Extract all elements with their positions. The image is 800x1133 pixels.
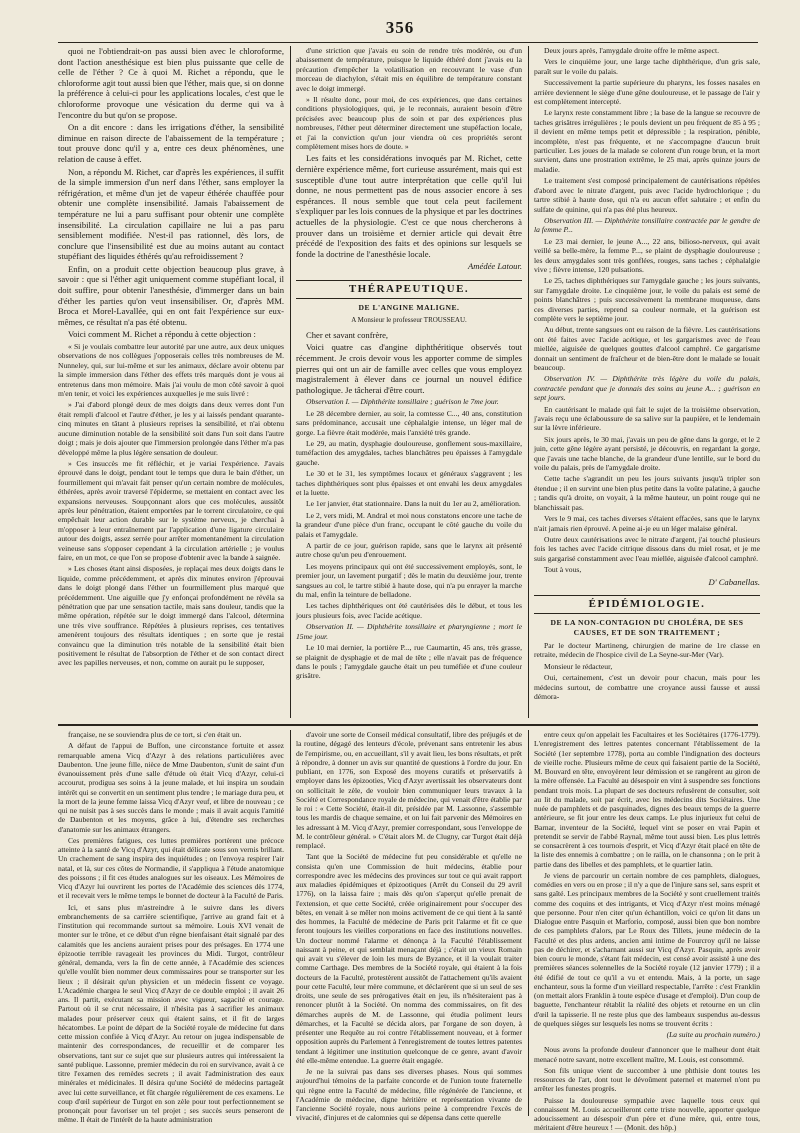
observation-heading: Observation III. — Diphthérite tonsillaire contractée par le gendre de la femme P... bbox=[534, 215, 760, 235]
article-paragraph: Non, a répondu M. Richet, car d'après les expériences, il suffit de la simple immersion d'un nerf dans l'éther, sans employer la réfrigération, et même d'un jet de vapeur éthérée chauffée pour obtenir une complète insensibilité. Jamais l'abaissement de température ne lui a paru suffisant pour obtenir une complète insensibilité. La circulation capillaire ne lui a pas paru sensiblement modifiée. N'est-il pas rationnel, dès lors, de conclure que l'insensibilité est due au moins autant au contact stupéfiant des liquides éthérés qu'au refroidissement ? bbox=[58, 166, 284, 262]
article-subhead: DE L'ANGINE MALIGNE. bbox=[358, 302, 460, 312]
article-paragraph: On a dit encore : dans les irrigations d'éther, la sensibilité diminue en raison directe de l'abaissement de la température ; tout prouve donc qu'il y a, entre ces deux phénomènes, une relation de cause à effet. bbox=[58, 122, 284, 164]
feuilleton-paragraph: Ces premières fatigues, ces luttes premières portèrent une précoce atteinte à la santé de Vicq d'Azyr, qui était délicate sous son vernis brillant. Un crachement de sang inspira des inquiétudes ; on l'envoya respirer l'air natal, et là, sur ces côtes de Normandie, il s'appliqua à l'étude anatomique des poissons ; il fit ces études analogues sur les oiseaux. Les Mémoires de Vicq d'Azyr lui ouvrirent les portes de l'Académie des sciences dès 1774, et il recevait vers le même temps le bonnet de docteur à la Faculté de Paris. bbox=[58, 835, 284, 901]
article-paragraph: Le 10 mai dernier, la portière P..., rue Caumartin, 45 ans, très grasse, se plaignit de dysphagie et de mal de tête ; elle n'avait pas de fréquence dans le pouls ; l'amygdale gauche était un peu tuméfiée et d'une couleur grisâtre. bbox=[296, 643, 522, 681]
feuilleton-paragraph: A défaut de l'appui de Buffon, une circonstance fortuite et assez remarquable amena Vicq d'Azyr à des relations particulières avec Daubenton. Une jeune fille, nièce de Mme Daubenton, s'unit de saint d'un évanouissement près d'une salle d'étude où était Vicq d'Azyr, celui-ci accourut, prodigua ses soins à la jeune malade, et lui inspira un soudain intérêt qui se convertit en un sentiment plus tendre ; le mariage dura peu, et la mort de la jeune femme laissa Vicq d'Azyr veuf, et libre de nouveau ; ce qui ne nuisit pas à ses succès dans le monde ; mais il avait acquis l'amitié de Daubenton et les moyens, grâce à lui, d'étendre ses recherches d'anatomie sur les animaux étrangers. bbox=[58, 741, 284, 834]
article-paragraph: Deux jours après, l'amygdale droite offre le même aspect. bbox=[544, 46, 719, 55]
article-subhead: DE LA NON-CONTAGION DU CHOLÉRA, DE SES CAUSES, ET DE SON TRAITEMENT ; bbox=[550, 617, 744, 638]
page-number: 356 bbox=[385, 18, 415, 37]
observation-heading: Observation IV. — Diphthérite très légère du voile du palais, contractée pendant que je donnais des soins au jeune A... ; guérison en sept jours. bbox=[534, 374, 760, 403]
article-paragraph: Six jours après, le 30 mai, j'avais un peu de gêne dans la gorge, et le 2 juin, cette gêne légère ayant persisté, je découvris, en regardant la gorge, que j'avais une tache blanche, de la grandeur d'une lentille, sur le bord du voile du palais, près de l'amygdale droite. bbox=[534, 434, 760, 473]
observation-heading: Observation I. — Diphthérite tonsillaire ; guérison le 7me jour. bbox=[306, 397, 499, 407]
author-signature: D' Cabanellas. bbox=[708, 576, 760, 587]
quoted-paragraph: » J'ai d'abord plongé deux de mes doigts dans deux verres dont l'un était rempli d'alcool et l'autre d'éther, je les y ai laissés pendant quarante-cinq minutes en tâtant à plusieurs reprises la sensibilité, et n'ai obtenu aucune diminution notable de la sensibilité soit dans l'un soit dans l'autre doigt ; mais je dois ajouter que l'immersion prolongée dans l'éther m'a pas développé même la plus légère sensation de douleur. bbox=[58, 400, 284, 457]
article-paragraph: Le 1er janvier, état stationnaire. Dans la nuit du 1er au 2, amélioration. bbox=[306, 499, 521, 509]
observation-heading: Observation II. — Diphthérite tonsillaire et pharyngienne ; mort le 15me jour. bbox=[296, 622, 522, 641]
article-paragraph: Le 28 décembre dernier, au soir, la comtesse C..., 40 ans, constitution sans prédominance, accusait une céphalalgie intense, un léger mal de gorge. La fièvre était modérée, mais l'anxiété très grande. bbox=[296, 408, 522, 437]
bottom-column-3 bbox=[534, 730, 760, 1133]
article-paragraph: En cautérisant le malade qui fait le sujet de la troisième observation, j'avais reçu une éclaboussure de sa salive sur la paupière, et le lendemain sur la lèvre inférieure. bbox=[534, 404, 760, 433]
article-paragraph: Enfin, on a produit cette objection beaucoup plus grave, à savoir : que si l'éther agit uniquement comme stupéfiant local, il doit suffire, pour obtenir l'anesthésie, d'immerger dans un bain d'éther les parties qu'on veut insensibiliser. Or, d'après MM. Broca et Morel-Lavallée, qui en ont fait l'expérience sur eux-mêmes, ce résultat n'a pas été obtenu. bbox=[58, 263, 284, 327]
feuilleton-paragraph: Je viens de parcourir un certain nombre de ces pamphlets, dialogues, comédies en vers ou en prose ; il n'y a que de l'injure sans sel, sans esprit et sans gaîté. Les principaux membres de la Société y sont cruellement traités comme des coquins et des intrigants, et Vicq d'Azyr n'est moins ménagé que personne. Pour n'en citer qu'un échantillon, voici ce qu'on lit dans un Dialogue entre Pasquin et Marforio, composé, aussi bien que bon nombre de ces pamphlets d'alors, par Le Roux des Tillets, jeune médecin de la Faculté et des plus ardens, ancien ami intime de Fourcroy qu'il ne laisse pas de déchirer, et s'acharnant aussi sur Vicq d'Azyr. Pasquin, après avoir bien couru le monde, s'étant fait médecin, est censé avoir assisté à une des premières séances solennelles de la Société royale (12 janvier 1779) ; il a été édifié de tout ce qu'il a vu et entendu. Mais, à la porte, un sage enchanteur, sous la forme d'un vieillard respectable, l'arrête : c'est Franklin (on mettait alors Franklin à toute espèce d'usage et d'emploi). D'un coup de baguette, l'enchanteur rétablit la réalité des objets et retourne en un clin d'œil la tapisserie. Il ne reste plus que des lambeaux suspendus au-dessus de quelques sièges sur lesquels les noms se trouvent écrits : bbox=[534, 870, 760, 1028]
article-paragraph: Le larynx reste constamment libre ; la base de la langue se recouvre de taches grisâtres irrégulières ; le pouls devient un peu fréquent de 85 à 95 ; il devient en même temps petit et dépressible ; la respiration, pénible, incomplète, n'est pas fréquente, et ne s'accompagne d'aucun bruit particulier. Les joues de la malade se colorent d'un rouge brun, et la mort survient, dans une prostration extrême, le 25 mai, après quinze jours de maladie. bbox=[534, 108, 760, 174]
bottom-column-2 bbox=[296, 730, 522, 1123]
article-paragraph: Vers le 9 mai, ces taches diverses s'étaient effacées, sans que le larynx n'ait jamais rien éprouvé. A peine ai-je eu un léger malaise général. bbox=[534, 514, 760, 533]
feuilleton-paragraph: d'avoir une sorte de Conseil médical consultatif, libre des préjugés et de la routine, dégagé des lenteurs d'école, prévenant sans entretenir les abus de l'empirisme, ou, en accueillant, s'il y avait lieu, les bons résultats, et prêt à répondre, à donner un avis sur quantité de questions à l'ordre du jour. En publiant, en 1776, son Exposé des moyens curatifs et préservatifs à employer dans les épizooties, Vicq d'Azyr avertissait les observateurs dont on sollicitait le zèle, de vouloir bien communiquer leurs travaux à la Société et Correspondance royale de médecine, qui venait d'être établie par le roi : « Cette Société, était-il dit, présidée par M. Lassonne, s'assemble tous les mardis de chaque semaine, et on lui fait parvenir des Mémoires en les adressant à M. Vicq d'Azyr, premier correspondant, sous l'enveloppe de M. le contrôleur général. » C'était alors M. de Clugny, car Turgot était déjà remplacé. bbox=[296, 730, 522, 850]
quoted-paragraph: » Il résulte donc, pour moi, de ces expériences, que dans certaines conditions physiologiques, qui, je le reconnais, auraient besoin d'être précisées avec beaucoup plus de soin et par des expériences plus nombreuses, l'éther peut déterminer directement une stupéfaction locale, et j'ai la conviction qu'un jour viendra où ces propriétés seront complètement mises hors de doute. » bbox=[296, 95, 522, 152]
quoted-paragraph: » Ces insuccès me fit réfléchir, et je variai l'expérience. J'avais éprouvé dans le doigt, pendant tout le temps que dura le bain d'éther, un fourmillement qui m'avait fait penser qu'un certain nombre de molécules, éthérées, après avoir traversé l'épiderme, se mettaient en contact avec les expansions nerveuses. Soupçonnant alors que ces molécules, aussitôt après leur pénétration, étaient emportées par le torrent circulatoire, ce qui empêchait leur action durable sur le système nerveux, je cherchai à m'opposer à leur entraînement par l'application d'une ligature circulaire autour des doigts, assez serrée pour arrêter momentanément la circulation veineuse sans s'opposer cependant à la circulation artérielle ; je voulus faire, en un mot, ce que l'on se propose d'obtenir avec la bande à saignée. bbox=[58, 458, 284, 562]
quoted-paragraph: d'une striction que j'avais eu soin de rendre très modérée, ou d'un abaissement de température, puisque le liquide éthéré dont j'avais eu la précaution d'empêcher la volatilisation en recouvrant le vase d'un morceau de diachylon, s'était mis en équilibre de température constant avec le doigt immergé. bbox=[296, 46, 522, 93]
feuilleton-paragraph: française, ne se souviendra plus de ce tort, si c'en était un. bbox=[68, 730, 242, 739]
top-column-3 bbox=[534, 46, 760, 716]
feuilleton-paragraph: Tant que la Société de médecine fut peu considérable et qu'elle ne consista qu'en une Commission de huit médecins, établie pour correspondre avec les médecins des provinces sur tout ce qui avait rapport aux maladies épidémiques et épizootiques (Arrêt du Conseil du 29 avril 1776), on la laissa faire ; mais dès qu'on s'aperçut qu'elle prenait de l'extension, et que cette Société, créée originairement pour s'occuper des bêtes, en venait à se mêler non moins activement de ce qui tient à la santé des hommes, la Faculté de médecine de Paris prit l'alarme et fit ce que feront toujours les vieilles corporations en face des institutions nouvelles. Un docteur nommé l'alarme et dénonça à la Faculté l'établissement naissant à peine, et qui semblait menaçant déjà ; c'était un vieux Romain qui avait vu s'élever de loin les murs de Byzance, et il la voulait traiter comme Carthage. Des membres de la Société royale, qui étaient à la fois docteurs de la Faculté, protestèrent aussitôt de l'attachement qu'ils avaient pour cette Faculté, leur mère commune, et déclarèrent que si un seul de ses droits, une seule de ses prérogatives était en jeu, ils n'hésiteraient pas à renoncer plutôt à la Société. On nomma des commissaires, on fit des démarches auprès de M. de Lassonne, qui étudia poliment leurs démarches, et la Faculté se décida alors, par l'organe de son doyen, à présenter une Requête au roi contre l'établissement nouveau, et à former opposition auprès du Parlement à l'enregistrement de toutes lettres patentes tendant à légitimer une institution quelconque de ce genre, avant d'avoir été elle-même entendue. La guerre était engagée. bbox=[296, 852, 522, 1065]
section-title-therapeutique: THÉRAPEUTIQUE. bbox=[296, 280, 522, 299]
article-paragraph: Le 29, au matin, dysphagie douloureuse, gonflement sous-maxillaire, tuméfaction des amygdales, taches blanchâtres peu épaisses à l'amygdale gauche. bbox=[296, 438, 522, 467]
header-rule bbox=[58, 42, 758, 43]
article-dedication: A Monsieur le professeur TROUSSEAU. bbox=[351, 316, 467, 325]
top-column-1 bbox=[58, 46, 284, 716]
article-paragraph: Successivement la partie supérieure du pharynx, les fosses nasales en arrière deviennent le siège d'une gêne douloureuse, et le passage de l'air y est complètement intercepté. bbox=[534, 78, 760, 107]
article-paragraph: Voici comment M. Richet a répondu à cette objection : bbox=[68, 329, 256, 340]
article-paragraph: Le 23 mai dernier, le jeune A..., 22 ans, bilioso-nerveux, qui avait veillé sa belle-mère, la femme P..., se plaint de dysphagie douloureuse ; les deux amygdales sont très gonflées, rouges, sans taches ; céphalalgie vive ; fièvre intense, 120 pulsations. bbox=[534, 236, 760, 274]
article-paragraph: Les taches diphthériques ont été cautérisées dès le début, et tous les jours plusieurs fois, avec l'acide acétique. bbox=[296, 601, 522, 620]
column-divider bbox=[528, 46, 529, 718]
article-paragraph: Cette tache s'agrandit un peu les jours suivants jusqu'à tripler son étendue ; il en survint une bien plus petite dans la voûte palatine, à gauche ; tandis qu'à droite, on voyait, à la même hauteur, un point rouge qui ne blanchissait pas. bbox=[534, 474, 760, 512]
article-paragraph: A partir de ce jour, guérison rapide, sans que le larynx ait présenté autre chose qu'un peu d'enrouement. bbox=[296, 541, 522, 560]
article-paragraph: Oui, certainement, c'est un devoir pour chacun, mais pour les médecins surtout, de combattre une croyance aussi fausse et aussi démora- bbox=[534, 673, 760, 701]
article-paragraph: Au début, trente sangsues ont eu raison de la fièvre. Les cautérisations ont été faites avec l'acide acétique, et les gargarismes avec de l'eau miellée, aiguisée de quelques gouttes d'alcool camphré. Ce gargarisme donnait un sentiment de fraîcheur et de bien-être dont le malade se louait beaucoup. bbox=[534, 325, 760, 372]
news-paragraph: Puisse la douloureuse sympathie avec laquelle tous ceux qui connaissent M. Louis accueilleront cette triste nouvelle, apporter quelque adoucissement au désespoir d'un père et d'une mère, qui, entre tous, méritaient d'être heureux ! — (Monit. des hôp.) bbox=[534, 1095, 760, 1133]
bottom-column-1 bbox=[58, 730, 284, 1125]
article-paragraph: Le traitement s'est composé principalement de cautérisations répétées d'abord avec le nitrate d'argent, puis avec l'acide hydrochlorique ; du tartre stibié à haute dose, qui n'a eu aucun effet salutaire ; et enfin du sulfate de quinine, qui n'a pas été plus heureux. bbox=[534, 176, 760, 214]
feuilleton-paragraph: Ici, et sans plus m'astreindre à le suivre dans les divers embranchements de sa carrière scientifique, j'arrive au grand fait et à l'institution qui recommande surtout sa mémoire. Louis XVI venait de monter sur le trône, et ce début d'un règne bienfaisant était signalé par des calamités que les anciens auraient prises pour des présages. En 1774 une épizootie terrible ravageait les provinces du Midi. Turgot, contrôleur général, demanda, vers la fin de cette année, à l'Académie des sciences qu'elle voulût bien nommer deux commissaires pour se transporter sur les lieux ; il désirait qu'un physicien et un médecin fissent ce voyage. L'Académie chargea le seul Vicq d'Azyr de ce double emploi ; il avait 26 ans. Il partit, exécutant sa mission avec vigueur, sagacité et courage. Partout où il se crut nécessaire, il n'hésita pas à sacrifier les animaux malades pour préserver ceux qui étaient sains, et il fit de larges hécatombes. Le point de départ de la Société royale de médecine fut dans cette mission confiée à Vicq d'Azyr. Au retour on jugea indispensable de maintenir des correspondances, de recueillir et de comparer les observations, tant sur ce sujet que sur plusieurs autres qui intéressaient la santé publique. Lassonne, premier médecin du roi en survivance, avait à ce titre l'examen des remèdes secrets ; il avait l'administration des eaux minérales et médicinales. Il désira qu'une Société de médecins partageât avec lui cette surveillance, et fût chargée régulièrement de ces examens. Le coup d'œil supérieur de Turgot en son zèle pour tout perfectionnement se prononçait pour favoriser un tel projet ; ses succès seurs penseront de même. Il était de l'intérêt de la haute administration bbox=[58, 902, 284, 1125]
article-paragraph: Le 30 et le 31, les symptômes locaux et généraux s'aggravent ; les taches diphthériques sont plus épaisses et ont envahi les deux amygdales et la luette. bbox=[296, 469, 522, 497]
feuilleton-separator bbox=[58, 724, 758, 726]
article-paragraph: Les faits et les considérations invoqués par M. Richet, cette dernière expérience même, fort curieuse assurément, mais qui est susceptible d'une tout autre interprétation que celle qu'il lui donne, ne nous permettent pas de nous associer encore à ses espérances. Il nous semble que tout cela peut facilement s'expliquer par les lois connues de la physique et par les doctrines actuelles de la physiologie. C'est ce que nous chercherons à prouver dans un troisième et dernier article qui devait être précédé de l'exposition des faits et des opinions sur lesquels se fonde la doctrine de l'anesthésie locale. bbox=[296, 153, 522, 259]
continuation-note: (La suite au prochain numéro.) bbox=[666, 1030, 760, 1039]
top-column-2 bbox=[296, 46, 522, 716]
article-paragraph: Voici quatre cas d'angine diphthéritique observés tout récemment. Je crois devoir vous les apporter comme de simples pierres qui ont un air de famille avec celles que vous employez magistralement à élever dans ce journal un nouvel édifice pathologique. Je tâcherai d'être court. bbox=[296, 342, 522, 395]
column-divider bbox=[528, 730, 529, 1116]
quoted-paragraph: « Si je voulais combattre leur autorité par une autre, aux deux uniques observations de nos collègues j'opposerais celles très nombreuses de M. Nunneley, qui, sur lui-même et sur les animaux, déclare avoir obtenu par la simple immersion dans l'éther des effets très marqués dont je vous ai entretenus dans mon mémoire. Mais j'ai voulu de mon côté savoir à quoi m'en tenir, et voici les expériences auxquelles je me suis livré : bbox=[58, 342, 284, 399]
article-paragraph: Monsieur le rédacteur, bbox=[544, 661, 613, 671]
news-paragraph: Son fils unique vient de succomber à une phthisie dont toutes les ressources de l'art, dont tout le dévoûment paternel et maternel n'ont pu arrêter les funestes progrès. bbox=[534, 1065, 760, 1094]
quoted-paragraph: » Les choses étant ainsi disposées, je replaçai mes deux doigts dans le liquide, comme précédemment, et après dix minutes environ j'éprouvai dans le doigt plongé dans l'éther un fourmillement plus marqué que précédemment. Une aiguille que j'y enfonçai profondément ne révéla sa pénétration que par une sensation tactile, mais sans douleur, tandis que la même opération, répétée sur le doigt immergé dans l'alcool, détermina une très vive souffrance. Répétées à plusieurs reprises, ces tentatives amenèrent toujours des résultats identiques ; en sorte que je restai convaincu que la diminution très notable de la sensibilité était bien positivement le résultat de l'absorption de l'éther et de son contact direct avec les papilles nerveuses, et non, comme on aurait pu le supposer, bbox=[58, 564, 284, 668]
news-paragraph: Nous avons la profonde douleur d'annoncer que le malheur dont était menacé notre savant, notre excellent maître, M. Louis, est consommé. bbox=[534, 1045, 760, 1064]
section-title-epidemiologie: ÉPIDÉMIOLOGIE. bbox=[534, 595, 760, 614]
author-signature: Amédée Latour. bbox=[468, 261, 522, 272]
feuilleton-paragraph: Je ne la suivrai pas dans ses diverses phases. Nous qui sommes aujourd'hui témoins de la parfaite concorde et de l'union toute fraternelle qui règne entre la Faculté de médecine, fille régénérée de l'ancienne, et l'Académie de médecine, digne héritière et représentation vivante de l'ancienne Société royale, nous aurions peine à comprendre l'excès de vivacité, d'injures et de calomnies qui se dépensa dans cette querelle bbox=[296, 1067, 522, 1123]
article-paragraph: Par le docteur Martineng, chirurgien de marine de 1re classe en retraite, médecin de l'hospice civil de La Seyne-sur-Mer (Var). bbox=[534, 640, 760, 660]
article-paragraph: Les moyens principaux qui ont été successivement employés, sont, le premier jour, un lavement purgatif ; dès le matin du deuxième jour, trente sangsues au col, le tartre stibié à haute dose, qui n'a pu enrayer la marche du mal, enfin la teinture de belladone. bbox=[296, 561, 522, 600]
article-paragraph: Outre deux cautérisations avec le nitrate d'argent, j'ai touché plusieurs fois les taches avec l'acide citrique dissous dans du miel rosat, et je me suis gargarisé constamment avec l'eau miellée, aiguisée d'alcool camphré. bbox=[534, 534, 760, 563]
feuilleton-paragraph: entre ceux qu'on appelait les Facultaires et les Sociétaires (1776-1779). L'enregistrement des lettres patentes concernant l'établissement de la Société (1er septembre 1778), porta au comble l'indignation des docteurs de vieille roche. Plusieurs même de ceux qui faisaient partie de la Société, M. Bouvard en tête, envoyèrent leur démission et se rangèrent au giron de la mère offensée. La Faculté au désespoir en vint à suspendre ses fonctions pendant trois mois. La plupart de ses docteurs refusèrent de consulter, soit au lit du malade, soit par écrit, avec les médecins dits Sociétaires. Une nuée de pamphlets et de pasquinades, dignes des beaux temps de la guerre antérieure, se fit jour entre les deux camps. Le plus injurieux fut celui de Barnar, inventeur de la Société, lequel vint se poser en vrai Papin et pretendit se servir de l'abbé Raynal, même tout aussi bien. Les plus lettrés se consacrèrent à ces tournois d'esprit, et Vicq d'Azyr était placé en tête de la liste des ennemis à combattre ; on le railla, on le chansonna ; on le prit à partie dans des libelles et des pamphlets, et le quartier latin. bbox=[534, 730, 760, 869]
article-paragraph: Cher et savant confrère, bbox=[306, 329, 389, 340]
article-paragraph: Le 25, taches diphthériques sur l'amygdale gauche ; les jours suivants, sur l'amygdale droite. Le cinquième jour, le voile du palais est semé de points blanchâtres ; puis successivement la membrane muqueuse, dans ces diverses parties, reprend sa couleur normale, et la guérison est complète vers le septième jour. bbox=[534, 276, 760, 323]
article-paragraph: Vers le cinquième jour, une large tache diphthérique, d'un gris sale, paraît sur le voile du palais. bbox=[534, 57, 760, 76]
article-paragraph: quoi ne l'obtiendrait-on pas aussi bien avec le chloroforme, dont l'action anesthésique est bien plus puissante que celle de celle de l'éther ? Ce à quoi M. Richet a répondu, que le chloroforme agit tout aussi bien que l'éther, mais que, si on donne la préférence à celui-ci pour les applications locales, c'est que le chloroforme provoque une vésication du derme qui va à l'encontre du but qu'on se propose. bbox=[58, 46, 284, 120]
column-divider bbox=[290, 46, 291, 718]
article-paragraph: Le 2, vers midi, M. Andral et moi nous constatons encore une tache de la grandeur d'une pièce d'un franc, occupant le côté gauche du voile du palais et l'amygdale. bbox=[296, 510, 522, 539]
closing-line: Tout à vous, bbox=[544, 565, 582, 575]
column-divider bbox=[290, 730, 291, 1116]
